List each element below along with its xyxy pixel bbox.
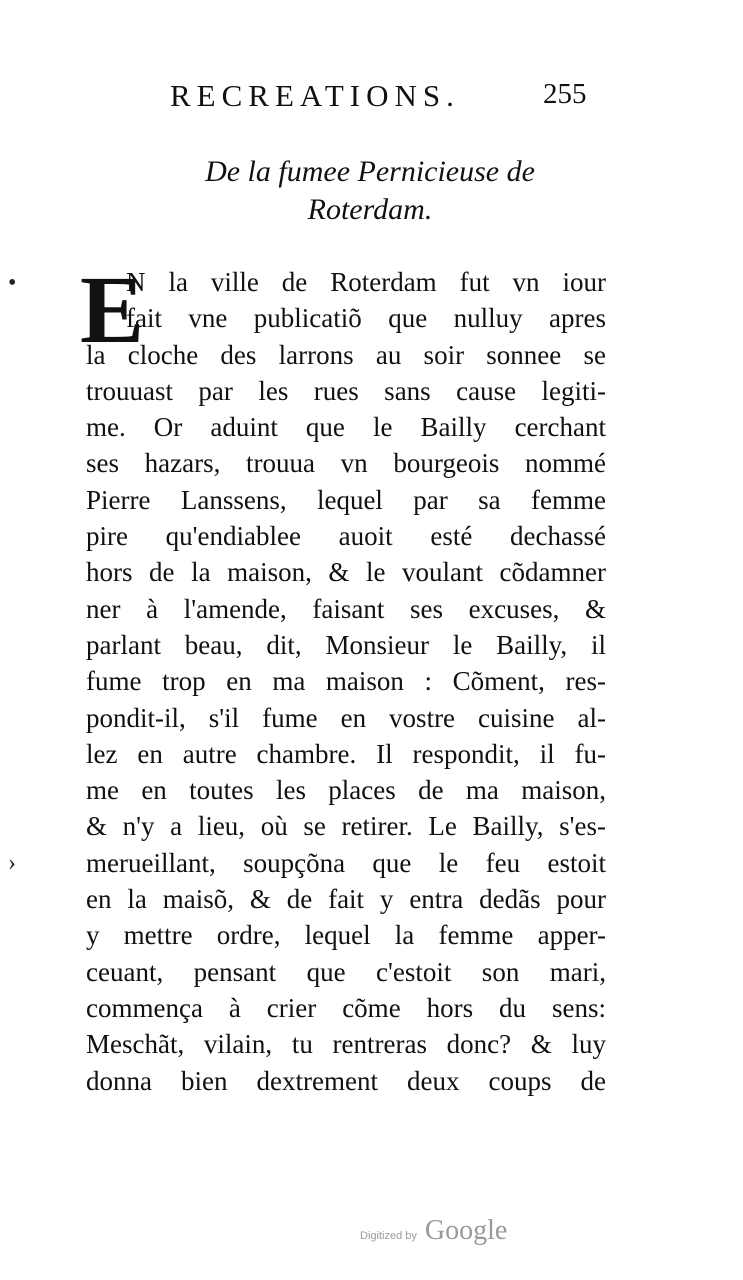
- text-line: commença à crier cõme hors du sens:: [86, 992, 606, 1023]
- text-line: fait vne publicatiõ que nulluy apres: [126, 303, 606, 334]
- text-line: donna bien dextrement deux coups de: [86, 1065, 606, 1096]
- text-line: trouuast par les rues sans cause legiti-: [86, 375, 606, 406]
- chapter-title-line: De la fumee Pernicieuse de: [205, 155, 535, 188]
- text-line: y mettre ordre, lequel la femme apper-: [86, 920, 606, 951]
- text-line: Meschãt, vilain, tu rentreras donc? & luy: [86, 1029, 606, 1060]
- text-line: pondit-il, s'il fume en vostre cuisine al-: [86, 702, 606, 733]
- body-text: [86, 264, 606, 1099]
- text-line: ceuant, pensant que c'estoit son mari,: [86, 956, 606, 987]
- page-header: [0, 78, 743, 118]
- chapter-title-line: Roterdam.: [307, 193, 433, 226]
- text-line: me. Or aduint que le Bailly cerchant: [86, 412, 606, 443]
- page-number: 255: [543, 78, 587, 110]
- text-line: me en toutes les places de ma maison,: [86, 775, 606, 806]
- text-line: la cloche des larrons au soir sonnee se: [86, 339, 606, 370]
- digitized-watermark: [360, 1215, 507, 1247]
- margin-mark: •: [8, 270, 17, 296]
- margin-marks: [8, 260, 38, 1060]
- text-line: Pierre Lanssens, lequel par sa femme: [86, 484, 606, 515]
- text-line: pire qu'endiablee auoit esté dechassé: [86, 521, 606, 552]
- text-line: lez en autre chambre. Il respondit, il fu-: [86, 738, 606, 769]
- text-line: hors de la maison, & le voulant cõdamner: [86, 557, 606, 588]
- text-line: ses hazars, trouua vn bourgeois nommé: [86, 448, 606, 479]
- text-line: parlant beau, dit, Monsieur le Bailly, il: [86, 629, 606, 660]
- watermark-prefix: Digitized by: [360, 1230, 417, 1242]
- drop-cap: E: [80, 256, 145, 363]
- chapter-title: [110, 153, 630, 229]
- text-line: & n'y a lieu, où se retirer. Le Bailly, s'es-: [86, 811, 606, 842]
- text-line: ner à l'amende, faisant ses excuses, &: [86, 593, 606, 624]
- text-line: merueillant, soupçõna que le feu estoit: [86, 847, 606, 878]
- google-logo: Google: [424, 1215, 508, 1246]
- margin-mark: ›: [8, 850, 16, 876]
- text-line: en la maisõ, & de fait y entra dedãs pour: [86, 884, 606, 915]
- text-line: N la ville de Roterdam fut vn iour: [126, 267, 606, 297]
- running-title: RECREATIONS.: [170, 78, 460, 113]
- text-line: fume trop en ma maison : Cõment, res-: [86, 666, 606, 697]
